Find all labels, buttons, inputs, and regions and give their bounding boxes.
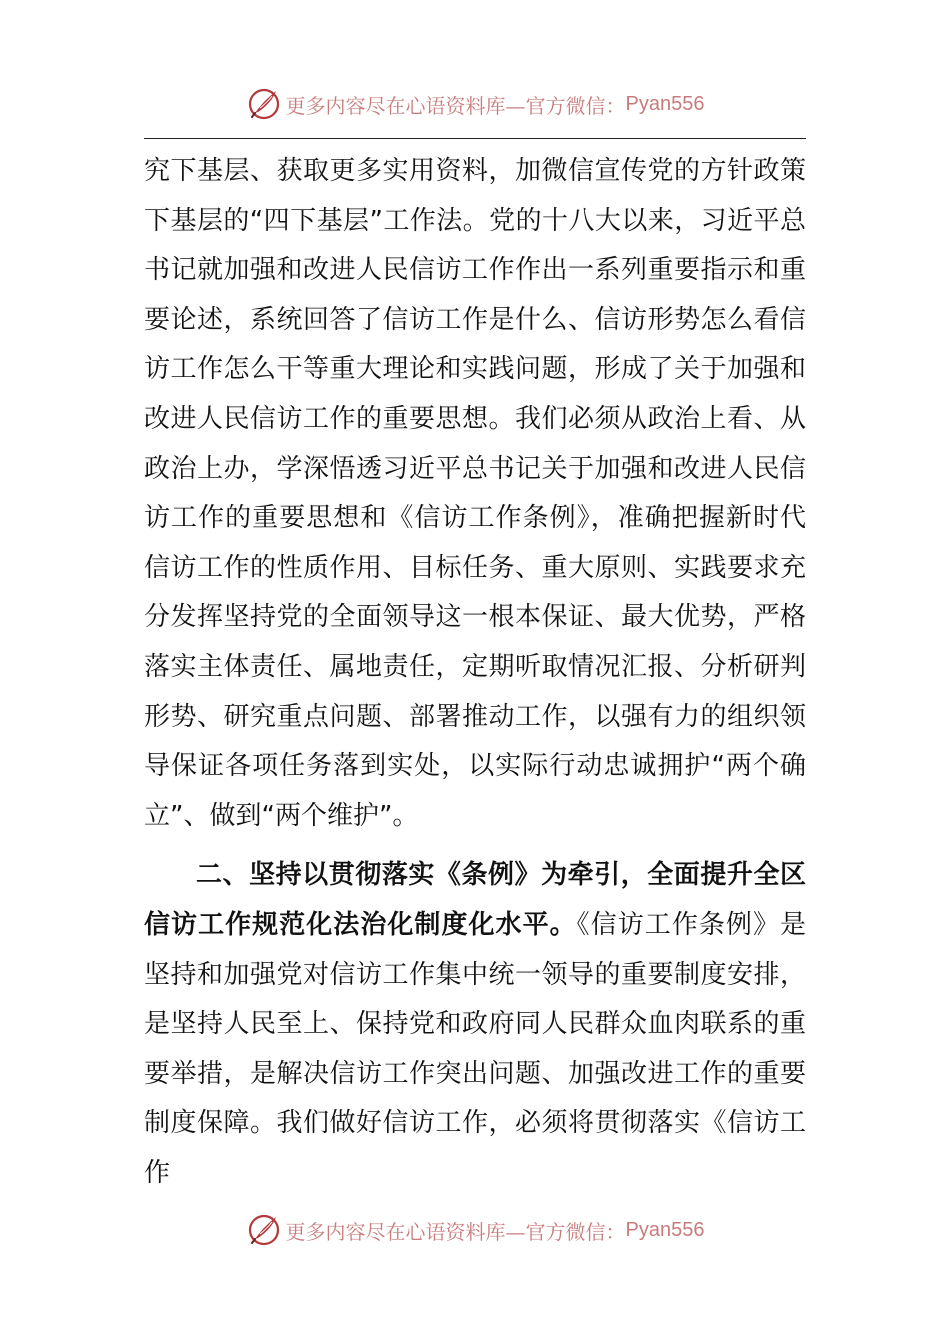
footer-watermark [0, 1210, 950, 1250]
watermark-group [246, 86, 705, 122]
section-body-text: 《信访工作条例》是坚持和加强党对信访工作集中统一领导的重要制度安排，是坚持人民至上、保持党和政府同人民群众血肉联系的重要举措，是解决信访工作突出问题、加强改进工作的重要制度保障。我们做好信访工作，必须将贯彻落实《信访工作 [144, 909, 806, 1188]
quill-logo-icon [246, 86, 282, 122]
body-paragraph-1: 究下基层、获取更多实用资料，加微信宣传党的方针政策下基层的“四下基层”工作法。党的十八大以来，习近平总书记就加强和改进人民信访工作作出一系列重要指示和重要论述，系统回答了信访工作是什么、信访形势怎么看信访工作怎么干等重大理论和实践问题，形成了关于加强和改进人民信访工作的重要思想。我们必须从政治上看、从政治上办，学深悟透习近平总书记关于加强和改进人民信访工作的重要思想和《信访工作条例》，准确把握新时代信访工作的性质作用、目标任务、重大原则、实践要求充分发挥坚持党的全面领导这一根本保证、最大优势，严格落实主体责任、属地责任，定期听取情况汇报、分析研判形势、研究重点问题、部署推动工作，以强有力的组织领导保证各项任务落到实处，以实际行动忠诚拥护“两个确立”、做到“两个维护”。 [144, 156, 806, 831]
section-heading: 二、坚持以贯彻落实《条例》为牵引，全面提升全区信访工作规范化法治化制度化水平。 [144, 860, 806, 940]
watermark-wechat-id: Pyan556 [625, 92, 705, 115]
header-divider [144, 138, 806, 139]
quill-logo-icon [246, 1212, 282, 1248]
header-watermark [0, 84, 950, 124]
body-paragraph-2 [144, 851, 806, 1198]
watermark-text: 更多内容尽在心语资料库—官方微信： [285, 93, 626, 118]
watermark-text: 更多内容尽在心语资料库—官方微信： [285, 1219, 626, 1244]
watermark-group [246, 1212, 705, 1248]
document-body [144, 147, 806, 1198]
watermark-wechat-id: Pyan556 [625, 1218, 705, 1241]
